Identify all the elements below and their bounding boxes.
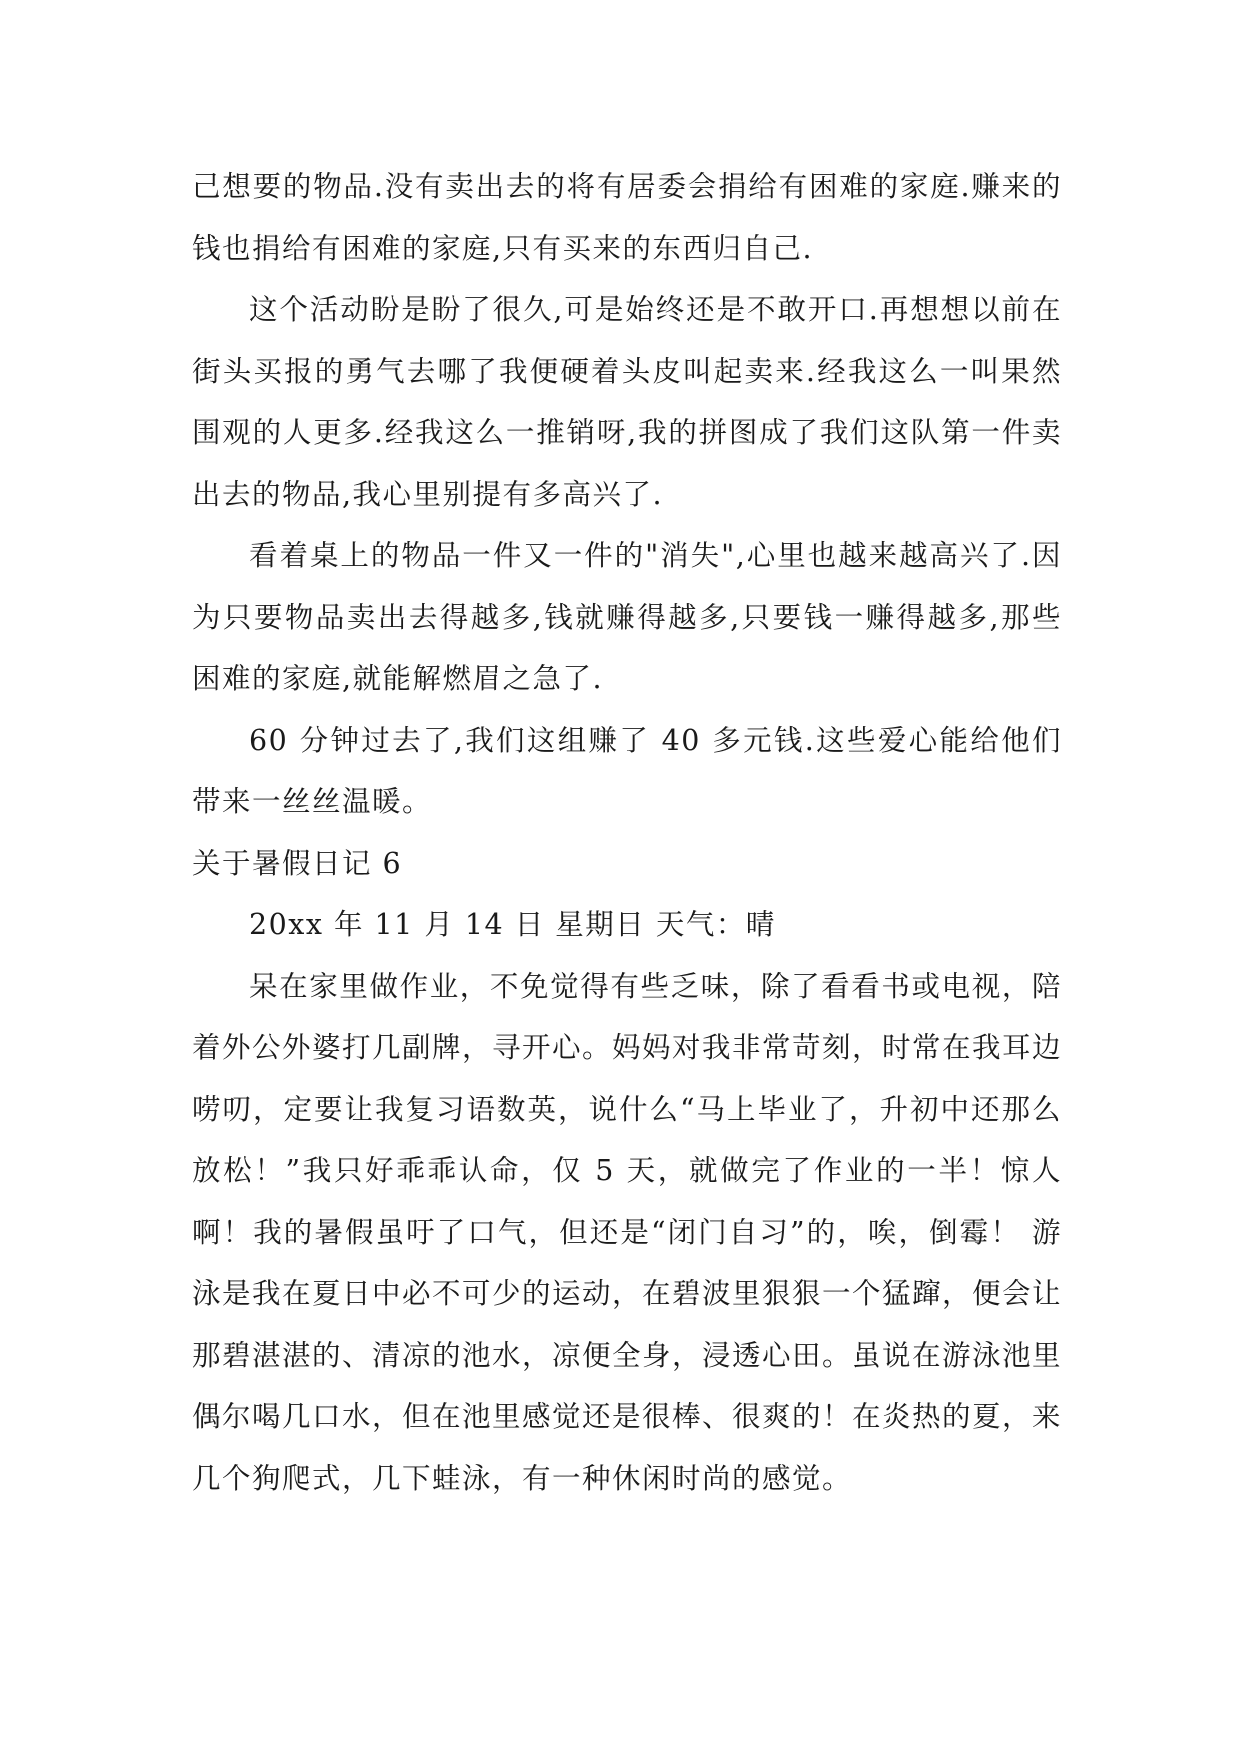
paragraph-activity: 这个活动盼是盼了很久,可是始终还是不敢开口.再想想以前在街头买报的勇气去哪了我便硬着头皮叫起卖来.经我这么一叫果然围观的人更多.经我这么一推销呀,我的拼图成了我们这队第一件卖出去的物品,我心里别提有多高兴了. bbox=[192, 293, 1062, 511]
document-body bbox=[192, 156, 1062, 1509]
paragraph-continuation: 己想要的物品.没有卖出去的将有居委会捐给有困难的家庭.赚来的钱也捐给有困难的家庭,只有买来的东西归自己. bbox=[192, 170, 1062, 265]
paragraph-selling: 看着桌上的物品一件又一件的"消失",心里也越来越高兴了.因为只要物品卖出去得越多,钱就赚得越多,只要钱一赚得越多,那些困难的家庭,就能解燃眉之急了. bbox=[192, 539, 1062, 695]
paragraph-result: 60 分钟过去了,我们这组赚了 40 多元钱.这些爱心能给他们带来一丝丝温暖。 bbox=[192, 723, 1062, 818]
diary-heading: 关于暑假日记 6 bbox=[192, 846, 403, 880]
diary-body: 呆在家里做作业，不免觉得有些乏味，除了看看书或电视，陪着外公外婆打几副牌，寻开心。妈妈对我非常苛刻，时常在我耳边唠叨，定要让我复习语数英，说什么“马上毕业了，升初中还那么放松！”我只好乖乖认命，仅 5 天，就做完了作业的一半！惊人啊！我的暑假虽吁了口气，但还是“闭门自习”的，唉，倒霉！ 游泳是我在夏日中必不可少的运动，在碧波里狠狠一个猛蹿，便会让那碧湛湛的、清凉的池水，凉便全身，浸透心田。虽说在游泳池里偶尔喝几口水，但在池里感觉还是很棒、很爽的！在炎热的夏，来几个狗爬式，几下蛙泳，有一种休闲时尚的感觉。 bbox=[192, 969, 1063, 1495]
diary-date-line: 20xx 年 11 月 14 日 星期日 天气：晴 bbox=[249, 908, 776, 941]
